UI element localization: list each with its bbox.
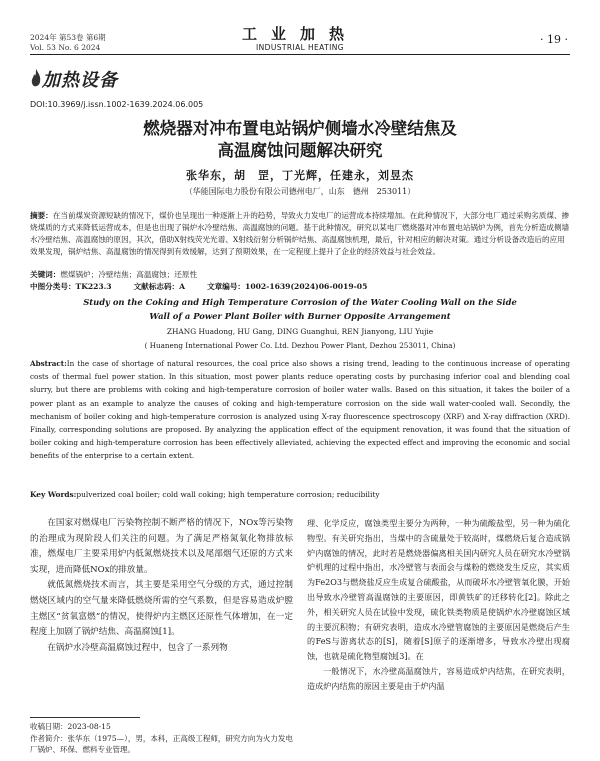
body-paragraph: 在锅炉水冷壁高温腐蚀过程中，包含了一系列物 <box>47 642 228 653</box>
article-number: 文章编号：1002-1639(2024)06-0019-05 <box>207 282 368 291</box>
abstract-en-text: In the case of shortage of natural resources, the coal price also shows a rising trend, leading to the continuous increase of operating costs of thermal fuel power station. In this situation, most power plants reduce operating costs by purchasing inferior coal and blending coal slurry, but there are problems with coking and high-temperature corrosion of boiler water walls. Based on this situation, it takes the boiler of a power plant as an example to analyze the causes of coking and high-temperature corrosion on the side wall water-cooled wall. Secondly, the mechanism of boiler coking and high-temperature corrosion is analyzed using X-ray fluorescence spectroscopy (XRF) and X-ray diffraction (XRD). Finally, corresponding solutions are proposed. By analyzing the application effect of the equipment renovation, it was found that the situation of boiler coking and high-temperature corrosion has been effectively alleviated, achieving the expected effect and improving the economic and social benefits of the enterprise to a certain extent. <box>30 359 570 461</box>
header-rule <box>30 54 570 55</box>
clc-number: 中图分类号：TK223.3 <box>30 282 112 291</box>
abstract-cn-label: 摘要： <box>30 211 53 220</box>
authors-en: ZHANG Huadong, HU Gang, DING Guanghui, REN Jianyong, LIU Yujie <box>166 327 434 336</box>
keywords-en-label: Key Words: <box>30 490 77 499</box>
abstract-en-label: Abstract: <box>30 359 67 368</box>
journal-volume-en: Vol. 53 No. 6 2024 <box>30 43 101 52</box>
title-en-line-1: Study on the Coking and High Temperature Corrosion of the Water Cooling Wall on the Side <box>83 297 517 307</box>
footnote-rule <box>30 717 140 718</box>
abstract-cn <box>30 210 570 258</box>
body-column-right <box>307 516 570 694</box>
affiliation-en: ( Huaneng International Power Co. Ltd. Dezhou Power Plant, Dezhou 253011, China) <box>144 341 456 350</box>
body-paragraph: 在国家对燃煤电厂污染物控制不断严格的情况下，NOx等污染物的治理成为现阶段人们关注的问题。为了满足严格氮氧化物排放标准，燃煤电厂主要采用炉内低氮燃烧技术以及尾部烟气还原的方式来实现，进而降低NOx的排放量。 <box>30 518 293 575</box>
title-en-line-2: Wall of a Power Plant Boiler with Burner Opposite Arrangement <box>149 311 451 321</box>
body-column-left <box>30 516 293 656</box>
abstract-cn-text: 在当前煤炭资源短缺的情况下，煤价也呈现出一种逐渐上升的趋势，导致火力发电厂的运营成本持续增加。在此种情况下，大部分电厂通过采购劣质煤、掺烧煤质的方式来降低运营成本，但是也出现了锅炉水冷壁结焦、高温腐蚀的问题。基于此种情况，研究以某电厂燃烧器对冲布置电站锅炉为例，首先分析造成侧墙水冷壁结焦、高温腐蚀的原因，其次，借助X射线荧光光谱、X射线衍射分析锅炉结焦、高温腐蚀机理，最后，针对相应的解决对策。通过分析设备改造后的应用效果发现，锅炉结焦、高温腐蚀的情况得到有效缓解，达到了预期效果，在一定程度上提升了企业的经济效益与社会效益。 <box>30 211 570 256</box>
body-paragraph: 一般情况下，水冷壁高温腐蚀片，容易造成炉内结焦，在研究表明，造成炉内结焦的原因主要是由于炉内温 <box>307 665 570 691</box>
section-logo-text: 加热设备 <box>42 70 118 91</box>
title-cn-line-1: 燃烧器对冲布置电站锅炉侧墙水冷壁结焦及 <box>143 119 457 138</box>
keywords-en-text: pulverized coal boiler; cold wall coking; high temperature corrosion; reducibility <box>76 490 380 499</box>
journal-year-volume: 2024年 第53卷 第6期 <box>30 33 106 42</box>
doi: DOI:10.3969/j.issn.1002-1639.2024.06.005 <box>30 100 204 109</box>
page-number: · 19 · <box>540 33 568 46</box>
keywords-cn-text: 燃煤锅炉；冷壁结焦；高温腐蚀；还原性 <box>60 270 198 279</box>
keywords-en <box>30 489 570 501</box>
keywords-cn <box>30 269 570 281</box>
body-paragraph: 理、化学反应，腐蚀类型主要分为两种，一种为硫酸盐型，另一种为硫化物型。有关研究指出，当煤中的含硫量处于较高时，煤燃烧后复合造成锅炉内腐蚀的情况，此时若是燃烧器偏离相关国内研究人员在研究水冷壁锅炉机理的过程中指出，水冷壁管与表面会与煤粉的燃烧发生反应，其实质为Fe2O3与燃烧盐反应生成复合硫酸盐，从而破坏水冷壁管氧化膜，开始出导致水冷壁管高温腐蚀的主要原因，即黄铁矿的迁移转化[2]。除此之外，相关研究人员在试验中发现，硫化铁类物质是使锅炉水冷壁腐蚀区域的主要沉积物；有研究表明，造成水冷壁管腐蚀的主要原因是燃烧后产生的FeS与游离状态的[S]，随着[S]原子的逐渐增多，导致水冷壁出现腐蚀，也就是硫化物型腐蚀[3]。在 <box>307 518 570 662</box>
body-paragraph: 就低氮燃烧技术而言，其主要是采用空气分级的方式，通过控制燃烧区域内的空气量来降低燃烧所需的空气系数，但是容易造成炉膛主燃区“贫氧富燃”的情况，使得炉内主燃区还原性气体增加，在一定程度上加剧了锅炉结焦、高温腐蚀[1]。 <box>30 580 293 638</box>
journal-name-cn: 工业加热 <box>241 25 358 43</box>
journal-name-en: INDUSTRIAL HEATING <box>256 43 344 52</box>
document-code: 文献标志码：A <box>133 282 186 291</box>
classification-line <box>30 281 570 293</box>
author-bio: 作者简介：张华东（1975—），男，本科，正高级工程师，研究方向为火力发电厂锅炉、环保、燃料专业管理。 <box>30 734 293 754</box>
authors-cn: 张华东，胡 罡，丁光辉，任建永，刘昱杰 <box>186 169 414 182</box>
keywords-cn-label: 关键词： <box>30 270 61 279</box>
title-cn-line-2: 高温腐蚀问题解决研究 <box>217 141 383 160</box>
received-date: 收稿日期：2023-08-15 <box>30 722 111 731</box>
section-logo <box>30 62 150 96</box>
flame-icon <box>30 68 42 90</box>
affiliation-cn: （华能国际电力股份有限公司德州电厂，山东 德州 253011） <box>184 187 416 196</box>
journal-masthead <box>0 26 600 53</box>
abstract-en <box>30 357 570 463</box>
